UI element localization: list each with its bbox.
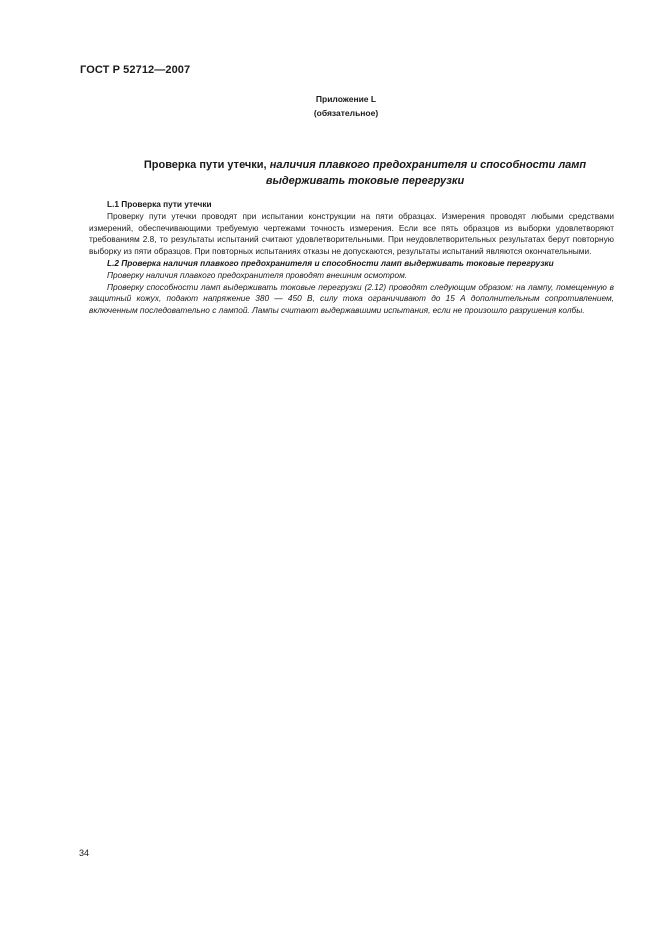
appendix-status: (обязательное) [313,108,379,118]
document-body [89,199,614,317]
section-l2-text-2: Проверку способности ламп выдерживать токовые перегрузки (2.12) проводят следующим образом: на лампу, помещенную в защитный кожух, подают напряжение 380 — 450 В, силу тока ограничивают до 15 А дополнительным сопротивлением, включенным последовательно с лампой. Лампы считают выдержавшими испытания, если не произошло разрушения колбы. [89,281,614,316]
appendix-label: Приложение L [315,94,377,104]
document-code: ГОСТ Р 52712—2007 [80,64,191,76]
title-italic-line2: выдерживать токовые перегрузки [265,175,465,187]
appendix-title [80,157,650,189]
appendix-block [0,92,661,120]
section-l1-heading: L.1 Проверка пути утечки [107,199,212,209]
page-number: 34 [79,848,90,858]
title-italic-line1: наличия плавкого предохранителя и способности ламп [269,159,587,171]
section-l1-text: Проверку пути утечки проводят при испытании конструкции на пяти образцах. Измерения проводят любыми средствами измерений, обеспечивающими требуемую чертежами точность измерения. Если все пять образцов из выборки удовлетворяют требованиям 2.8, то результаты испытаний считают удовлетворительными. При неудовлетворительных результатах берут повторную выборку из пяти образцов. При повторных испытаниях отказы не допускаются, результаты испытаний являются окончательными. [89,210,614,257]
section-l2-heading: L.2 Проверка наличия плавкого предохранителя и способности ламп выдерживать токовые перегрузки [107,257,554,268]
section-l2-text-1: Проверку наличия плавкого предохранителя проводят внешним осмотром. [107,269,408,280]
title-regular: Проверка пути утечки, [143,159,270,171]
